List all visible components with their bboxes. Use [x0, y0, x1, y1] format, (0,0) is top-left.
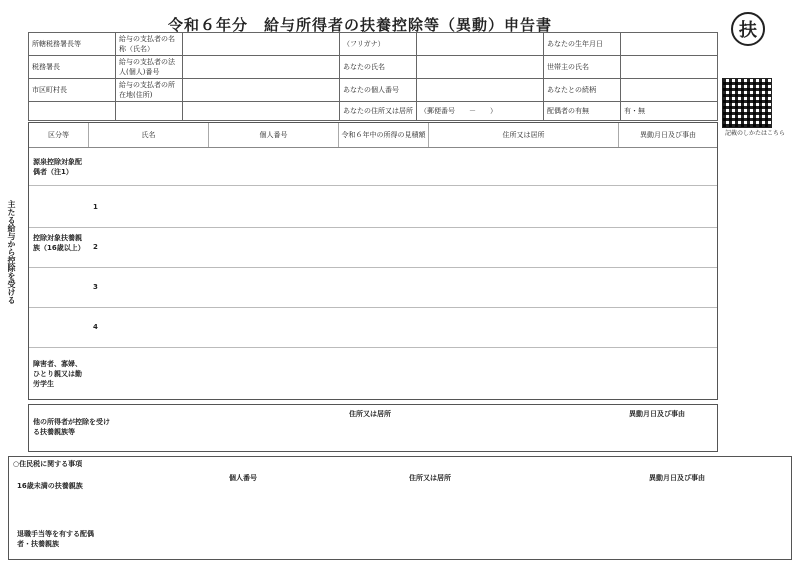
furigana-label: （フリガナ）	[340, 33, 417, 56]
city-label: 市区町村長	[29, 79, 116, 102]
your-number-label: あなたの個人番号	[340, 79, 417, 102]
income-heading: 令和６年中の所得の見積額	[339, 123, 429, 147]
main-header-row	[29, 123, 717, 148]
retirement-label: 退職手当等を有する配偶者・扶養親族	[17, 530, 94, 548]
section-d-label: 他の所得者が控除を受ける扶養親族等	[33, 418, 110, 436]
postal-field[interactable]: （郵便番号 － ）	[417, 102, 544, 121]
under16-label: 16歳未満の扶養親族	[17, 482, 83, 490]
resident-tax-section	[8, 456, 792, 560]
section-c-label: 障害者、寡婦、ひとり親又は勤労学生	[33, 360, 82, 388]
fuyou-badge: 扶	[731, 12, 765, 46]
section-b-label: 控除対象扶養親族（16歳以上）	[33, 234, 85, 252]
side-label-main: 主たる給与から控除を受ける	[7, 200, 16, 304]
header-table	[28, 32, 718, 121]
row-1: 1	[93, 203, 98, 211]
your-number-field[interactable]	[417, 79, 544, 102]
birth-field[interactable]	[621, 33, 718, 56]
payer-number-field[interactable]	[183, 56, 340, 79]
form-title: 令和６年分 給与所得者の扶養控除等（異動）申告書	[167, 16, 552, 34]
qr-code-icon[interactable]	[722, 78, 772, 128]
your-name-label: あなたの氏名	[340, 56, 417, 79]
your-name-field[interactable]	[417, 33, 544, 56]
row-3: 3	[93, 283, 98, 291]
your-address-label: あなたの住所又は居所	[340, 102, 417, 121]
relation-field[interactable]	[621, 79, 718, 102]
spouse-value[interactable]: 有・無	[621, 102, 718, 121]
spouse-label: 配偶者の有無	[544, 102, 621, 121]
address-heading: 住所又は居所	[429, 123, 619, 147]
payer-address-label: 給与の支払者の所在地(住所)	[116, 79, 183, 102]
instructions-link[interactable]: 記載のしかたはこちら	[724, 130, 785, 137]
resident-change: 異動月日及び事由	[649, 474, 705, 482]
payer-name-label: 給与の支払者の名称（氏名）	[116, 33, 183, 56]
resident-address: 住所又は居所	[409, 474, 451, 482]
householder-label: 世帯主の氏名	[544, 56, 621, 79]
section-a-label: 源泉控除対象配偶者（注1）	[33, 158, 82, 176]
main-section	[28, 122, 718, 400]
name-heading: 氏名	[89, 123, 209, 147]
kubun-heading: 区分等	[29, 123, 89, 147]
birth-label: あなたの生年月日	[544, 33, 621, 56]
office-label: 所轄税務署長等	[29, 33, 116, 56]
your-name-input[interactable]	[417, 56, 544, 79]
section-d-change: 異動月日及び事由	[629, 410, 685, 418]
payer-address-field[interactable]	[183, 79, 340, 102]
payer-name-field[interactable]	[183, 33, 340, 56]
resident-note: ○住民税に関する事項	[13, 460, 83, 468]
change-heading: 異動月日及び事由	[640, 131, 696, 139]
householder-field[interactable]	[621, 56, 718, 79]
tax-office-label: 税務署長	[29, 56, 116, 79]
section-d	[28, 404, 718, 452]
row-4: 4	[93, 323, 98, 331]
resident-number: 個人番号	[229, 474, 257, 482]
row-2: 2	[93, 243, 98, 251]
relation-label: あなたとの続柄	[544, 79, 621, 102]
number-heading: 個人番号	[209, 123, 339, 147]
payer-number-label: 給与の支払者の法人(個人)番号	[116, 56, 183, 79]
section-d-address: 住所又は居所	[349, 410, 391, 418]
